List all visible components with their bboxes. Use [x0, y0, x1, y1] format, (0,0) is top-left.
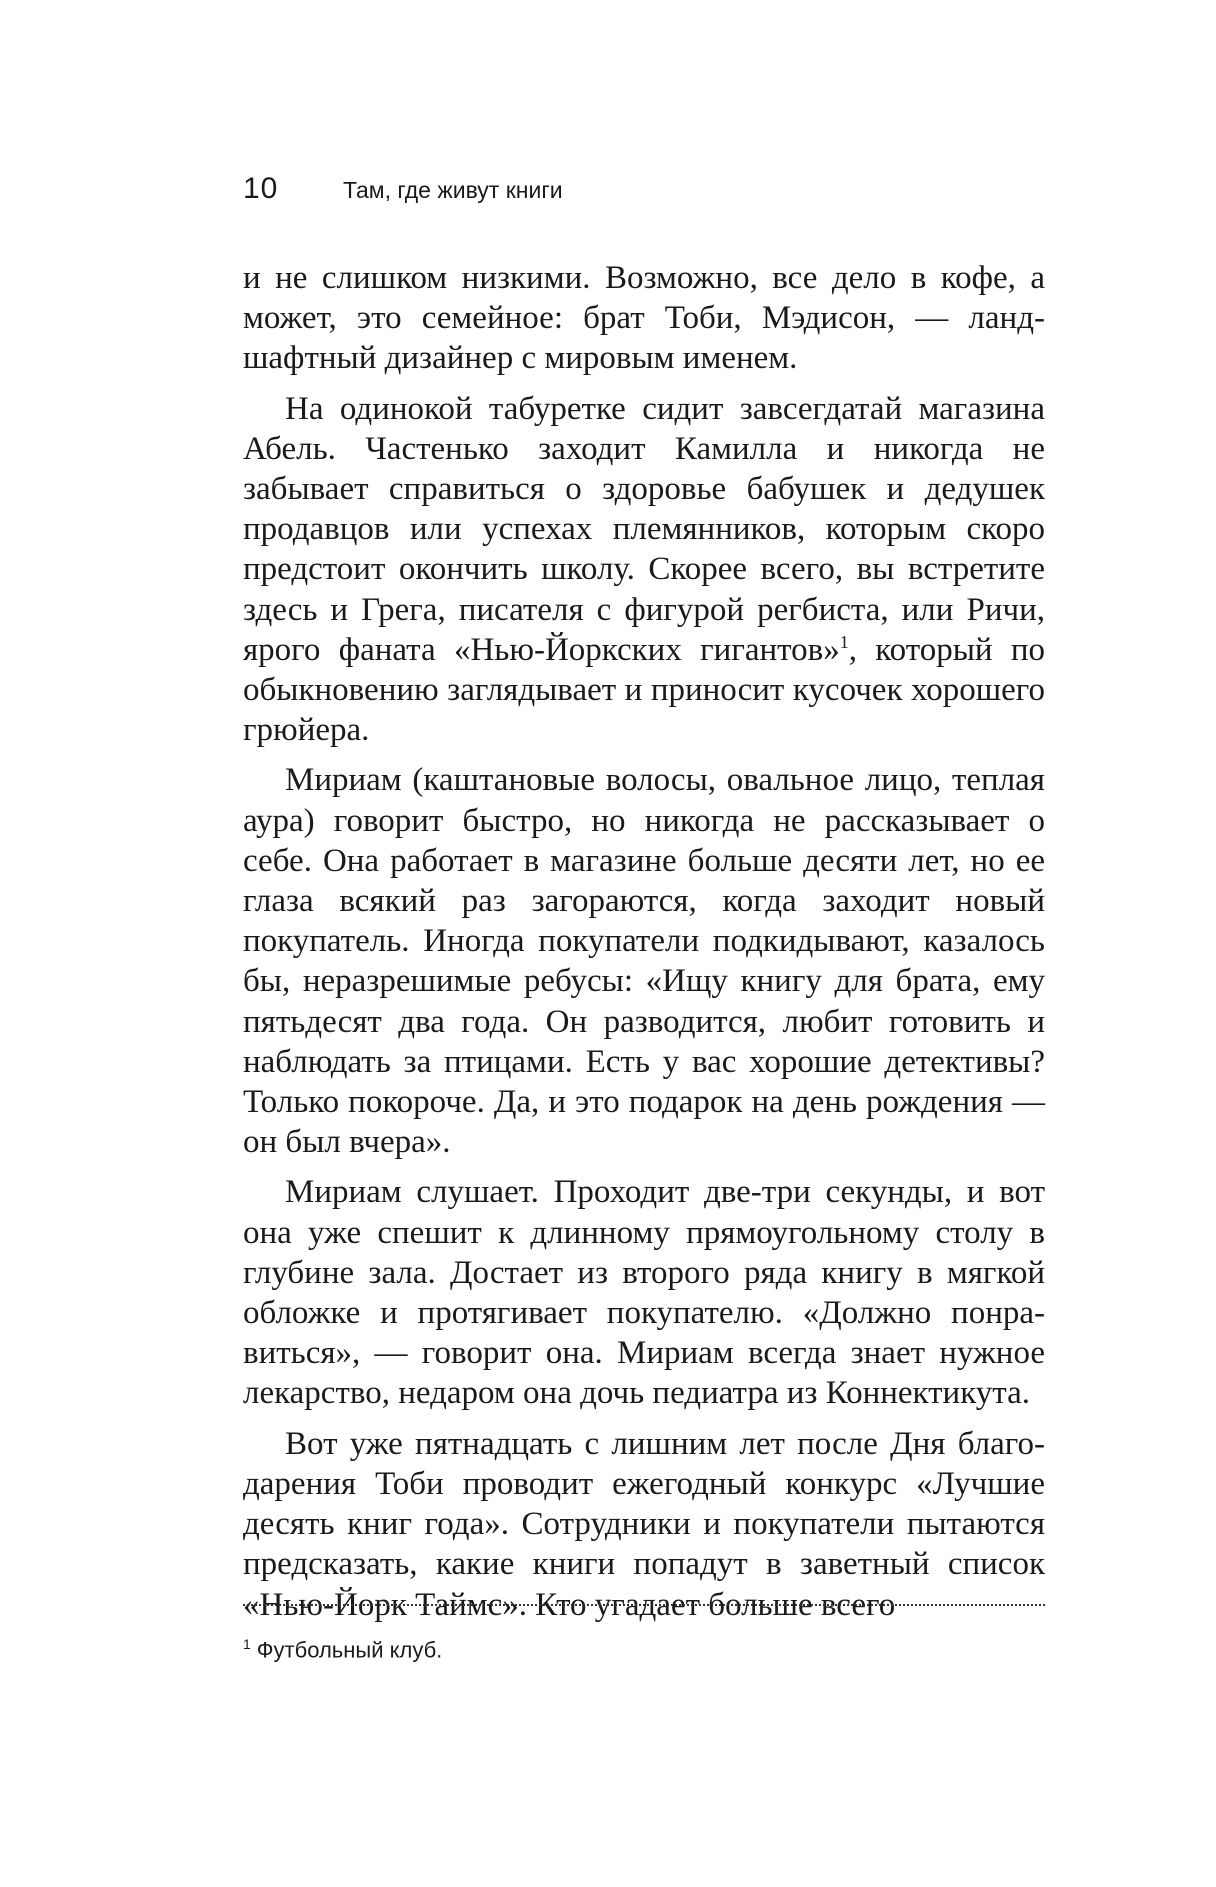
footnote-divider [243, 1604, 1045, 1606]
footnote-reference[interactable]: 1 [839, 631, 849, 652]
paragraph-1: и не слишком низкими. Возможно, все дело в кофе, а может, это семейное: брат Тоби, Мэдисон, — ландшафтный дизайнер с мировым именем. [243, 260, 1045, 377]
paragraph-3: Мириам (каштановые волосы, овальное лицо, теплая аура) говорит быстро, но никогда не рассказывает о себе. Она работает в магазине больше десяти лет, но ее глаза всякий раз загораются, когда заходит новый покупатель. Иногда покупатели подкидывают, казалось бы, неразрешимые ребусы: «Ищу книгу для брата, ему пятьдесят два года. Он разводится, любит готовить и наблюдать за птицами. Есть у вас хорошие детективы? Только покороче. Да, и это подарок на день рождения — он был вчера». [243, 762, 1045, 1161]
footnote-marker: 1 [243, 1636, 251, 1652]
paragraph-2-text-b: , который по обыкновению заглядывает и приносит кусочек хорошего грюйера. [243, 631, 1045, 749]
body-text [243, 258, 1045, 1635]
paragraph-2-text-a: На одинокой табуретке сидит завсегдатай магазина Абель. Частенько заходит Камилла и никогда не забывает справиться о здоровье бабушек и дедушек продавцов или успехах племянников, которым скоро предстоит окончить школу. Скорее всего, вы встретите здесь и Грега, писателя с фигурой регбиста, или Ричи, ярого фаната «Нью-Йоркских гигантов» [243, 390, 1045, 668]
paragraph-4: Мириам слушает. Проходит две-три секунды, и вот она уже спешит к длинному прямоугольному столу в глубине зала. Достает из второго ряда книгу в мягкой обложке и протягивает покупателю. «Должно понравиться», — говорит она. Мириам всегда знает нужное лекарство, недаром она дочь педиатра из Коннектикута. [243, 1174, 1045, 1412]
paragraph-5: Вот уже пятнадцать с лишним лет после Дня благодарения Тоби проводит ежегодный конкурс «Лучшие десять книг года». Сотрудники и покупатели пытаются предсказать, какие книги попадут в заветный список «Нью-Йорк Таймс». Кто угадает больше всего [243, 1425, 1045, 1623]
page-number: 10 [243, 172, 279, 205]
page-header [243, 172, 563, 206]
footnote [243, 1636, 442, 1663]
footnote-text: Футбольный клуб. [256, 1637, 443, 1663]
running-title: Там, где живут книги [343, 177, 563, 203]
paragraph-2 [243, 389, 1045, 751]
